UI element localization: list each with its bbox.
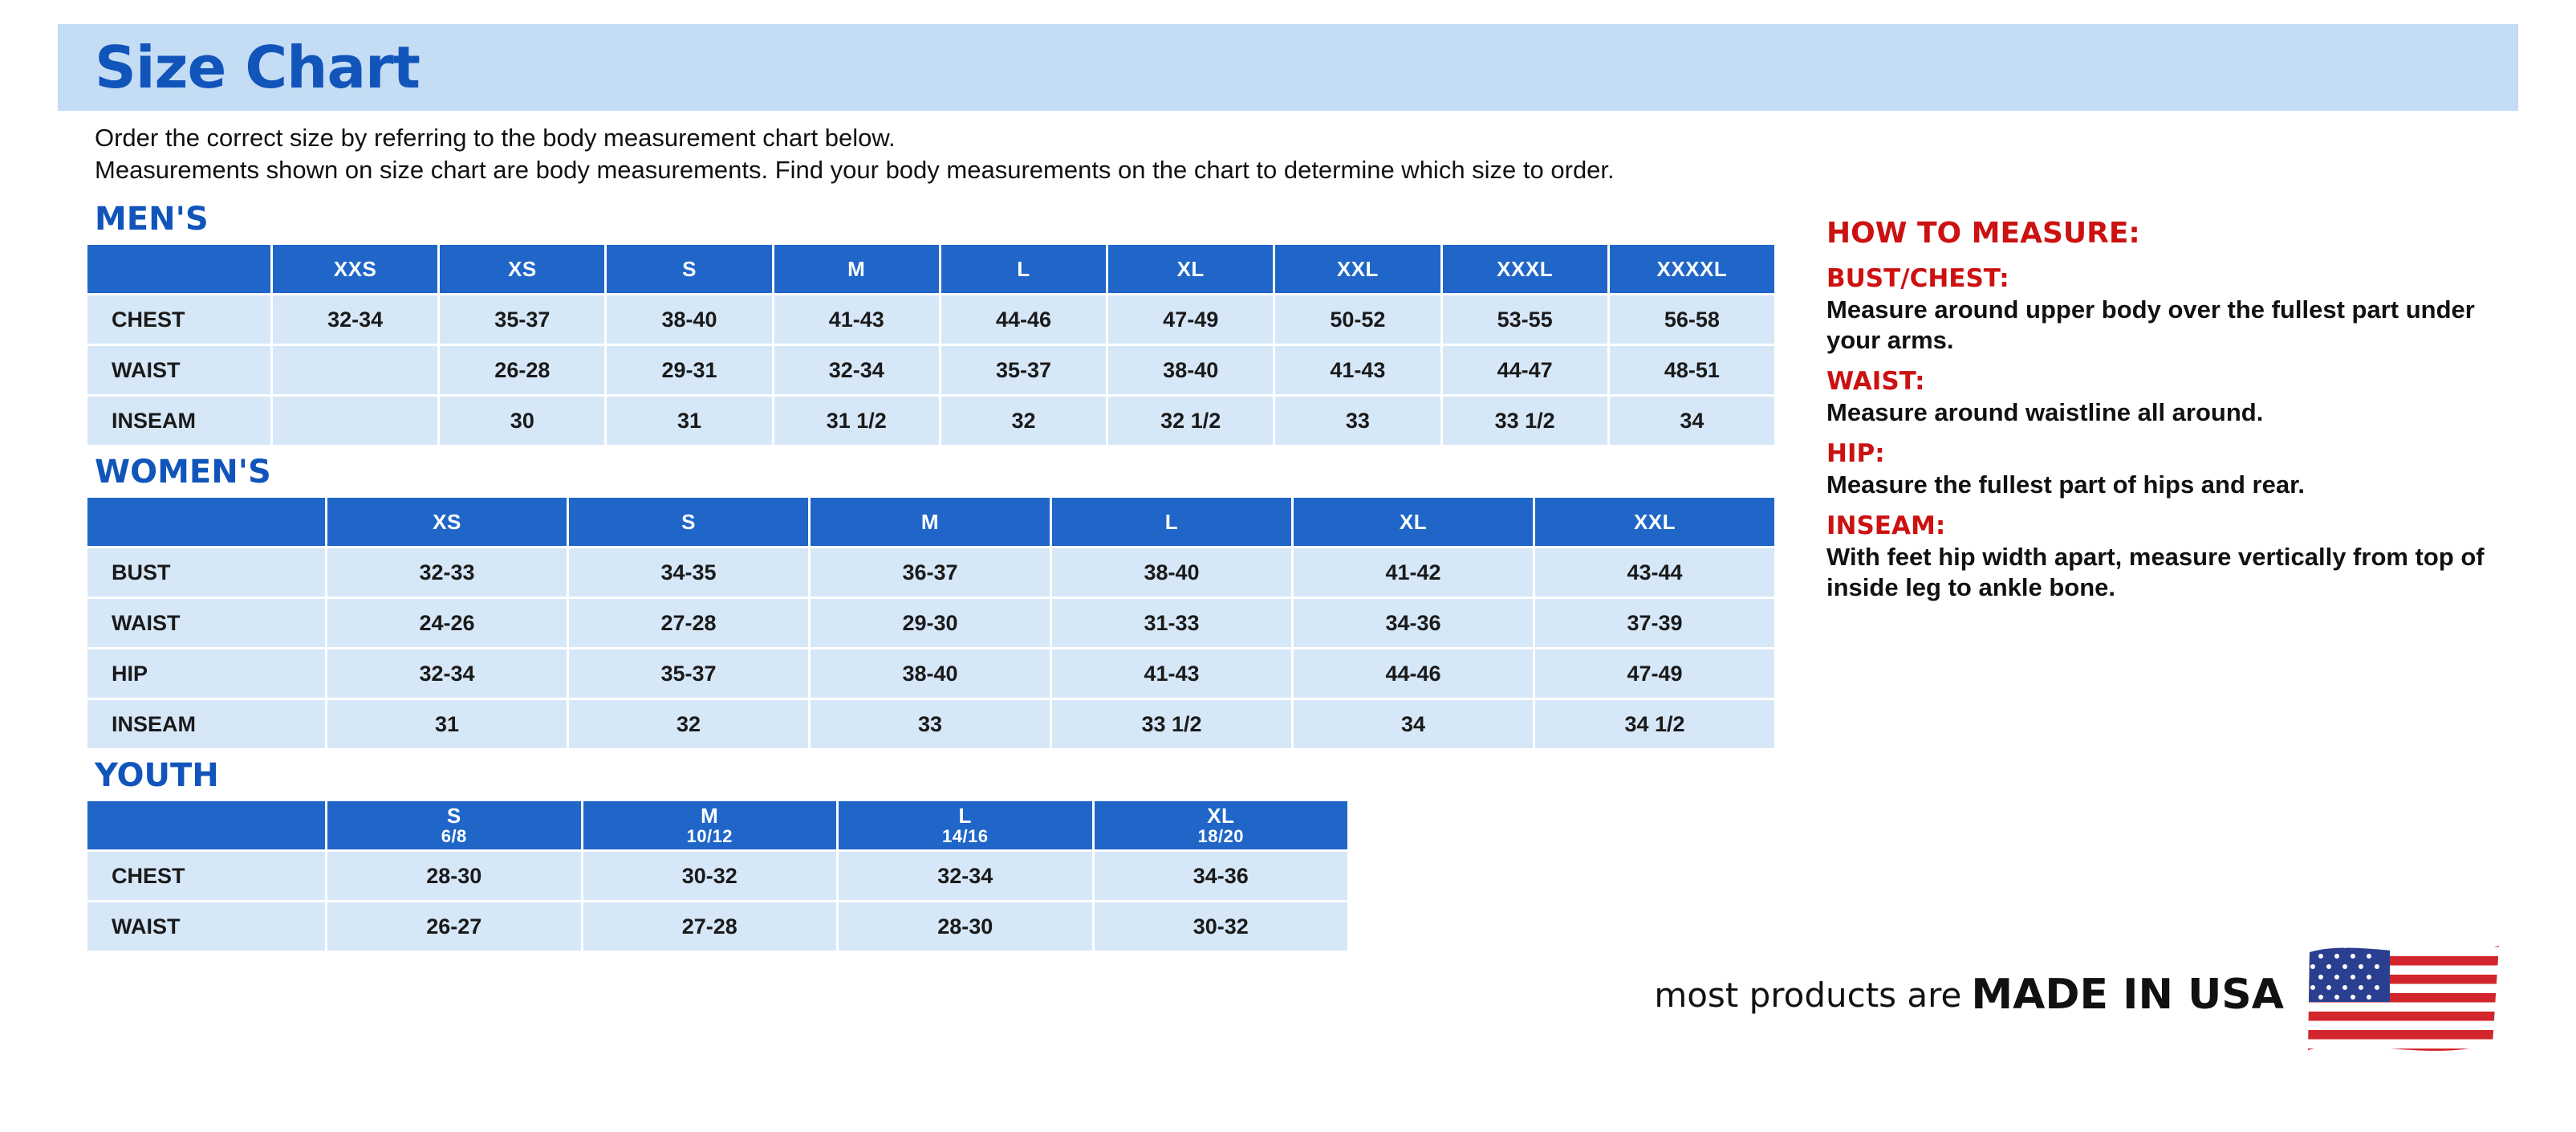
how-to-measure-panel (1798, 194, 2528, 953)
column-header: XL (1108, 245, 1273, 293)
section-title-mens: MEN'S (95, 201, 209, 238)
section-title-womens: WOMEN'S (95, 454, 271, 491)
table-cell: 32-34 (839, 852, 1092, 900)
table-cell: 30 (440, 397, 604, 445)
table-cell: 32-34 (774, 346, 939, 394)
table-cell: 38-40 (1108, 346, 1273, 394)
table-cell: 38-40 (811, 649, 1050, 698)
made-in-usa-emphasis: MADE IN USA (1971, 971, 2284, 1019)
table-cell: 26-28 (440, 346, 604, 394)
table-cell: 27-28 (569, 599, 808, 647)
row-label: WAIST (87, 346, 270, 394)
table-cell: 41-43 (1275, 346, 1440, 394)
table-cell: 27-28 (583, 902, 837, 951)
column-header: XXXXL (1610, 245, 1774, 293)
table-cell: 38-40 (1052, 548, 1291, 597)
row-label: CHEST (87, 852, 325, 900)
mens-size-table (85, 242, 1777, 447)
intro-line-2: Measurements shown on size chart are body measurements. Find your body measurements on the chart to determine which size to order. (95, 156, 1615, 184)
column-header-main: XL (1207, 804, 1235, 828)
table-row (87, 295, 1774, 344)
table-cell: 32 (941, 397, 1106, 445)
table-cell: 33 (811, 700, 1050, 748)
table-cell: 33 1/2 (1052, 700, 1291, 748)
how-to-measure-label: BUST/CHEST: (1826, 264, 2009, 293)
table-row (87, 346, 1774, 394)
column-header (327, 801, 581, 849)
table-cell: 47-49 (1535, 649, 1774, 698)
table-row (87, 852, 1347, 900)
table-row (87, 902, 1347, 951)
table-cell: 34 (1610, 397, 1774, 445)
column-header (87, 801, 325, 849)
intro-line-1: Order the correct size by referring to the body measurement chart below. (95, 124, 896, 152)
how-to-measure-label: WAIST: (1826, 367, 1925, 396)
column-header: XXXL (1443, 245, 1607, 293)
row-label: CHEST (87, 295, 270, 344)
how-to-measure-label: INSEAM: (1826, 511, 1946, 540)
column-header: S (569, 498, 808, 546)
column-header-sub: 6/8 (441, 826, 467, 846)
table-cell: 34-36 (1294, 599, 1533, 647)
column-header: M (774, 245, 939, 293)
table-cell: 35-37 (569, 649, 808, 698)
table-cell: 32-34 (327, 649, 567, 698)
table-cell: 44-46 (1294, 649, 1533, 698)
table-cell: 31 (327, 700, 567, 748)
table-cell: 35-37 (440, 295, 604, 344)
page-title: Size Chart (95, 34, 420, 101)
table-cell: 32 1/2 (1108, 397, 1273, 445)
row-label: WAIST (87, 599, 325, 647)
column-header-sub: 14/16 (941, 826, 989, 846)
table-row (87, 649, 1774, 698)
table-cell: 31 (607, 397, 771, 445)
content-area (48, 194, 2528, 953)
how-to-measure-text: Measure the fullest part of hips and rear. (1826, 470, 2306, 499)
table-cell: 37-39 (1535, 599, 1774, 647)
table-cell: 26-27 (327, 902, 581, 951)
table-header-row (87, 245, 1774, 293)
table-cell: 44-46 (941, 295, 1106, 344)
column-header: XXS (273, 245, 437, 293)
how-to-measure-title: HOW TO MEASURE: (1826, 217, 2140, 250)
column-header-sub: 10/12 (686, 826, 733, 846)
column-header-sub: 18/20 (1197, 826, 1245, 846)
table-cell (273, 397, 437, 445)
table-cell: 41-42 (1294, 548, 1533, 597)
how-to-measure-text: Measure around upper body over the fullest part under your arms. (1826, 295, 2475, 354)
column-header-main: S (446, 804, 461, 828)
column-header: L (941, 245, 1106, 293)
table-cell: 28-30 (327, 852, 581, 900)
womens-size-table (85, 495, 1777, 751)
table-cell: 43-44 (1535, 548, 1774, 597)
table-cell: 34-36 (1095, 852, 1348, 900)
table-row (87, 397, 1774, 445)
row-label: WAIST (87, 902, 325, 951)
table-cell: 33 (1275, 397, 1440, 445)
table-row (87, 548, 1774, 597)
column-header: XS (327, 498, 567, 546)
column-header-main: M (701, 804, 719, 828)
table-cell: 41-43 (774, 295, 939, 344)
column-header: M (811, 498, 1050, 546)
table-row (87, 599, 1774, 647)
table-cell: 28-30 (839, 902, 1092, 951)
table-cell: 44-47 (1443, 346, 1607, 394)
table-cell: 34-35 (569, 548, 808, 597)
row-label: HIP (87, 649, 325, 698)
row-label: INSEAM (87, 700, 325, 748)
column-header (1095, 801, 1348, 849)
usa-flag-icon (2303, 938, 2504, 1058)
table-cell: 34 1/2 (1535, 700, 1774, 748)
table-cell: 30-32 (583, 852, 837, 900)
table-cell: 50-52 (1275, 295, 1440, 344)
table-cell (273, 346, 437, 394)
row-label: INSEAM (87, 397, 270, 445)
table-cell: 34 (1294, 700, 1533, 748)
table-cell: 53-55 (1443, 295, 1607, 344)
how-to-measure-label: HIP: (1826, 439, 1885, 468)
table-cell: 24-26 (327, 599, 567, 647)
section-title-youth: YOUTH (95, 757, 219, 794)
table-cell: 47-49 (1108, 295, 1273, 344)
table-row (87, 700, 1774, 748)
table-cell: 36-37 (811, 548, 1050, 597)
table-cell: 48-51 (1610, 346, 1774, 394)
column-header: XXL (1275, 245, 1440, 293)
table-cell: 32-33 (327, 548, 567, 597)
youth-size-table (85, 799, 1350, 953)
row-label: BUST (87, 548, 325, 597)
column-header: XS (440, 245, 604, 293)
tables-column (48, 194, 1798, 953)
table-cell: 30-32 (1095, 902, 1348, 951)
made-in-usa-prefix: most products are (1654, 975, 1962, 1015)
column-header (87, 498, 325, 546)
table-cell: 32-34 (273, 295, 437, 344)
table-cell: 32 (569, 700, 808, 748)
column-header (839, 801, 1092, 849)
column-header: S (607, 245, 771, 293)
how-to-measure-text: With feet hip width apart, measure vertically from top of inside leg to ankle bone. (1826, 543, 2485, 601)
column-header: L (1052, 498, 1291, 546)
table-cell: 31 1/2 (774, 397, 939, 445)
intro-block (58, 122, 2518, 186)
made-in-usa-block (1654, 935, 2504, 1055)
table-header-row (87, 801, 1347, 849)
table-cell: 35-37 (941, 346, 1106, 394)
column-header-main: L (958, 804, 972, 828)
column-header: XXL (1535, 498, 1774, 546)
table-cell: 29-31 (607, 346, 771, 394)
column-header (87, 245, 270, 293)
column-header: XL (1294, 498, 1533, 546)
table-cell: 38-40 (607, 295, 771, 344)
table-cell: 41-43 (1052, 649, 1291, 698)
table-cell: 56-58 (1610, 295, 1774, 344)
page-banner (58, 24, 2518, 111)
column-header (583, 801, 837, 849)
table-header-row (87, 498, 1774, 546)
how-to-measure-text: Measure around waistline all around. (1826, 398, 2264, 426)
table-cell: 29-30 (811, 599, 1050, 647)
table-cell: 31-33 (1052, 599, 1291, 647)
table-cell: 33 1/2 (1443, 397, 1607, 445)
